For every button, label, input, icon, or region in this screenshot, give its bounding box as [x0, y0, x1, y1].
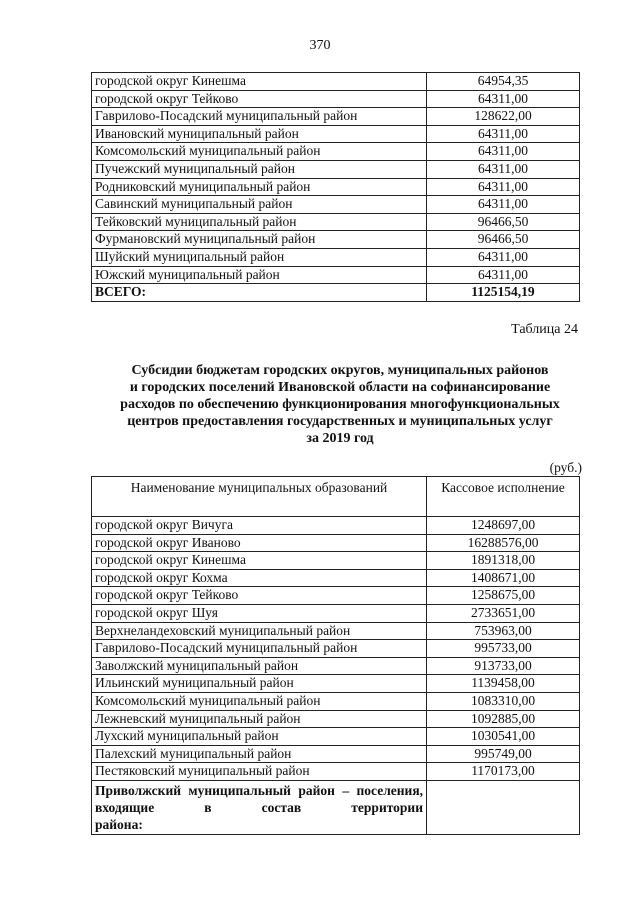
row-value: 64311,00: [427, 160, 580, 178]
table-row: [92, 534, 580, 552]
table-row: [92, 569, 580, 587]
table-row: [92, 125, 580, 143]
row-value: 64311,00: [427, 196, 580, 214]
header-name: Наименование муниципальных образований: [92, 477, 427, 517]
table-row: [92, 657, 580, 675]
row-value: 1248697,00: [427, 517, 580, 535]
title-line: расходов по обеспечению функционирования многофункциональных: [120, 397, 560, 412]
row-name: городской округ Кинешма: [92, 73, 427, 91]
row-name: Лежневский муниципальный район: [92, 710, 427, 728]
row-name: Савинский муниципальный район: [92, 196, 427, 214]
row-name: Гаврилово-Посадский муниципальный район: [92, 108, 427, 126]
row-name: Родниковский муниципальный район: [92, 178, 427, 196]
total-value: 1125154,19: [427, 284, 580, 302]
row-value: 64311,00: [427, 266, 580, 284]
subsidies-table-continued: [91, 72, 580, 302]
row-value: 64311,00: [427, 143, 580, 161]
privolzhsky-line2: поселения, входящие в состав территории: [95, 782, 423, 815]
table-row: [92, 266, 580, 284]
table-row: [92, 745, 580, 763]
row-name: городской округ Кинешма: [92, 552, 427, 570]
table-row: [92, 622, 580, 640]
row-name: Гаврилово-Посадский муниципальный район: [92, 640, 427, 658]
row-value: 64311,00: [427, 248, 580, 266]
row-value: 1083310,00: [427, 692, 580, 710]
header-value: Кассовое исполнение: [427, 477, 580, 517]
privolzhsky-line1: Приволжский муниципальный район –: [95, 782, 350, 798]
row-value: 64311,00: [427, 125, 580, 143]
row-name: Верхнеландеховский муниципальный район: [92, 622, 427, 640]
row-name: городской округ Вичуга: [92, 517, 427, 535]
row-value: 1170173,00: [427, 763, 580, 781]
table-row: [92, 143, 580, 161]
row-name: городской округ Иваново: [92, 534, 427, 552]
table-row: [92, 90, 580, 108]
table-row: [92, 604, 580, 622]
row-value: 1030541,00: [427, 728, 580, 746]
row-name: Комсомольский муниципальный район: [92, 692, 427, 710]
row-name: Шуйский муниципальный район: [92, 248, 427, 266]
row-name: городской округ Тейково: [92, 587, 427, 605]
row-value: 753963,00: [427, 622, 580, 640]
row-value: 64311,00: [427, 90, 580, 108]
row-value: 1092885,00: [427, 710, 580, 728]
row-value: 1891318,00: [427, 552, 580, 570]
table-row: [92, 73, 580, 91]
row-name: Ивановский муниципальный район: [92, 125, 427, 143]
row-value: 64954,35: [427, 73, 580, 91]
row-name: Фурмановский муниципальный район: [92, 231, 427, 249]
total-row: [92, 284, 580, 302]
row-name: городской округ Тейково: [92, 90, 427, 108]
row-name: Лухский муниципальный район: [92, 728, 427, 746]
title-line: центров предоставления государственных и муниципальных услуг: [127, 414, 553, 429]
row-value: 1258675,00: [427, 587, 580, 605]
title-line: и городских поселений Ивановской области на софинансирование: [129, 380, 551, 395]
table-title: [60, 362, 620, 447]
row-name: Пестяковский муниципальный район: [92, 763, 427, 781]
row-name: Тейковский муниципальный район: [92, 213, 427, 231]
row-name: городской округ Шуя: [92, 604, 427, 622]
row-value: 16288576,00: [427, 534, 580, 552]
row-name: Палехский муниципальный район: [92, 745, 427, 763]
table-row: [92, 552, 580, 570]
row-name: Комсомольский муниципальный район: [92, 143, 427, 161]
row-name: Заволжский муниципальный район: [92, 657, 427, 675]
privolzhsky-label: [92, 780, 427, 834]
mfc-subsidies-table: [91, 476, 580, 835]
row-value: 96466,50: [427, 213, 580, 231]
table-row: [92, 160, 580, 178]
table-row: [92, 640, 580, 658]
table-row: [92, 248, 580, 266]
table-row: [92, 213, 580, 231]
table-row: [92, 710, 580, 728]
table-row: [92, 587, 580, 605]
row-name: Пучежский муниципальный район: [92, 160, 427, 178]
row-value: 995733,00: [427, 640, 580, 658]
row-name: Южский муниципальный район: [92, 266, 427, 284]
row-value: 96466,50: [427, 231, 580, 249]
row-value: 1408671,00: [427, 569, 580, 587]
table-row: [92, 108, 580, 126]
title-line: Субсидии бюджетам городских округов, муниципальных районов: [131, 363, 549, 378]
privolzhsky-value: [427, 780, 580, 834]
table-header-row: [92, 477, 580, 517]
row-value: 64311,00: [427, 178, 580, 196]
privolzhsky-row: [92, 780, 580, 834]
table-row: [92, 517, 580, 535]
row-value: 128622,00: [427, 108, 580, 126]
unit-label: (руб.): [549, 460, 582, 475]
table-row: [92, 178, 580, 196]
row-name: Ильинский муниципальный район: [92, 675, 427, 693]
total-label: ВСЕГО:: [92, 284, 427, 302]
table-row: [92, 763, 580, 781]
page-number: 370: [309, 38, 331, 53]
title-line: за 2019 год: [306, 431, 374, 446]
table-row: [92, 728, 580, 746]
row-value: 995749,00: [427, 745, 580, 763]
table-row: [92, 692, 580, 710]
row-value: 913733,00: [427, 657, 580, 675]
table-row: [92, 231, 580, 249]
privolzhsky-line3: района:: [95, 816, 143, 832]
table-row: [92, 196, 580, 214]
row-name: городской округ Кохма: [92, 569, 427, 587]
row-value: 1139458,00: [427, 675, 580, 693]
table-row: [92, 675, 580, 693]
row-value: 2733651,00: [427, 604, 580, 622]
table-caption: Таблица 24: [511, 322, 578, 337]
